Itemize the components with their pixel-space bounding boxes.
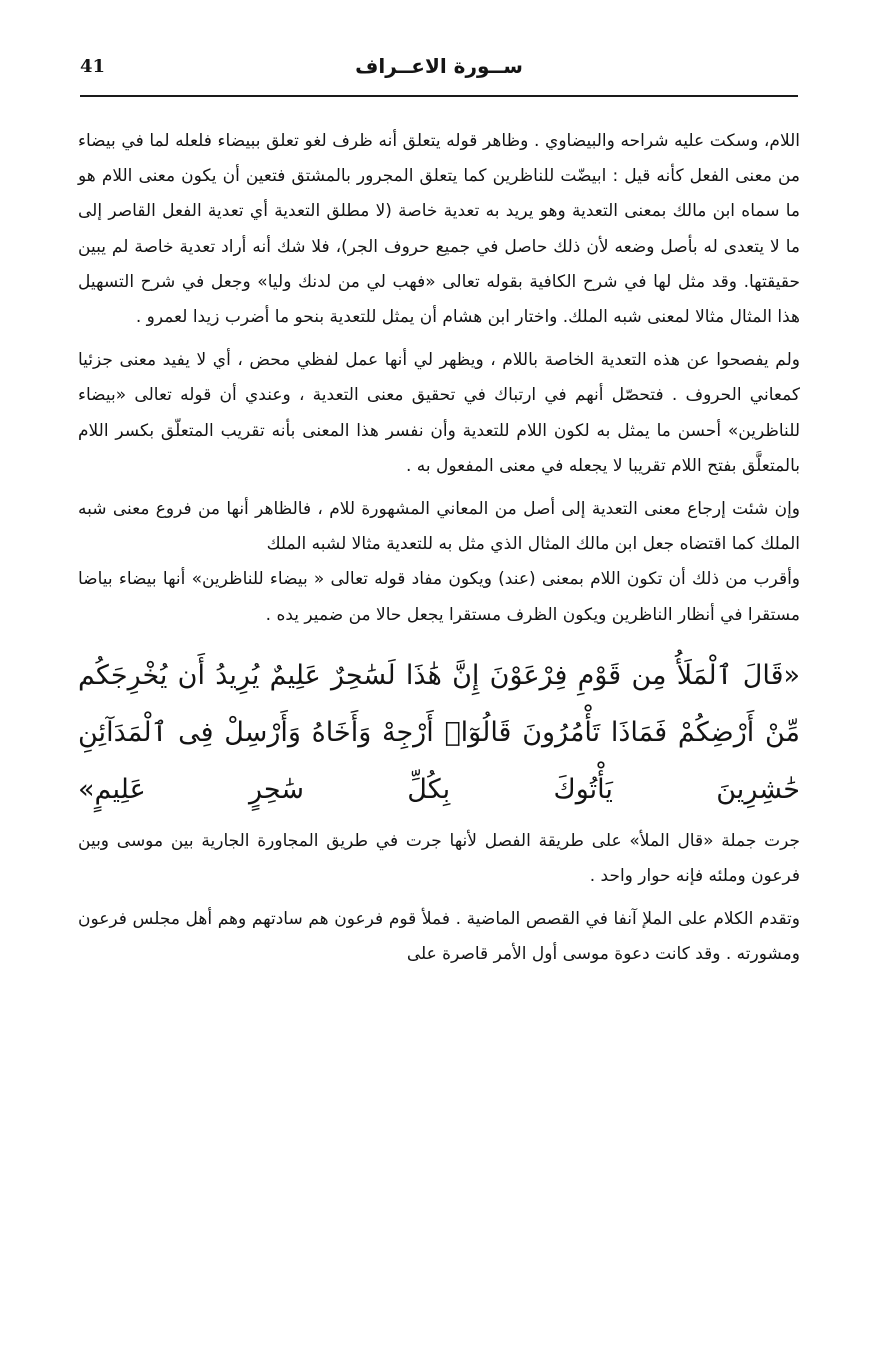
paragraph: وإن شئت إرجاع معنى التعدية إلى أصل من المعاني المشهورة للام ، فالظاهر أنها من فروع معنى شبه الملك كما اقتضاه جعل ابن مالك المثال الذي مثل به للتعدية مثالا لشبه الملك bbox=[78, 499, 800, 555]
page-number: 41 bbox=[80, 56, 106, 77]
paragraph: اللام، وسكت عليه شراحه والبيضاوي . وظاهر قوله يتعلق أنه ظرف لغو تعلق ببيضاء فلعله لما في بيضاء من معنى الفعل كأنه قيل : ابيضّت للناظرين كما يتعلق المجرور بالمشتق فتعين أن يكون معنى اللام هو ما سماه ابن مالك بمعنى التعدية وهو يريد به تعدية خاصة (لا مطلق التعدية أي تعدية الفعل القاصر إلى ما لا يتعدى له بأصل وضعه لأن ذلك حاصل في جميع حروف الجر)، فلا شك أنه أراد تعدية خاصة لم يبين حقيقتها. وقد مثل لها في شرح الكافية بقوله تعالى «فهب لي من لدنك وليا» وجعل في شرح التسهيل هذا المثال مثالا لمعنى شبه الملك. واختار ابن هشام أن يمثل للتعدية بنحو ما أضرب زيدا لعمرو . bbox=[78, 131, 800, 328]
surah-title: ســورة الاعــراف bbox=[355, 54, 523, 78]
paragraph: ولم يفصحوا عن هذه التعدية الخاصة باللام ، ويظهر لي أنها عمل لفظي محض ، أي لا يفيد معنى جزئيا كمعاني الحروف . فتحصّل أنهم في ارتباك في تحقيق معنى التعدية ، وعندي أن قوله تعالى «بيضاء للناظرين» أحسن ما يمثل به لكون اللام للتعدية وأن نفسر هذا المعنى بأنه تقريب المتعلّق بكسر اللام بالمتعلَّق بفتح اللام تقريبا لا يجعله في معنى المفعول به . bbox=[78, 350, 800, 476]
page-body bbox=[78, 124, 800, 973]
paragraph: جرت جملة «قال الملأ» على طريقة الفصل لأنها جرت في طريق المجاورة الجارية بين موسى وبين فرعون وملئه فإنه حوار واحد . bbox=[78, 830, 800, 887]
header-divider bbox=[80, 95, 798, 97]
quran-verse: «قَالَ ٱلْمَلَأُ مِن قَوْمِ فِرْعَوْنَ إِنَّ هَٰذَا لَسَٰحِرٌ عَلِيمٌ يُرِيدُ أَن يُخْرِجَكُم مِّنْ أَرْضِكُمْ فَمَاذَا تَأْمُرُونَ قَالُوٓا۟ أَرْجِهْ وَأَخَاهُ وَأَرْسِلْ فِى ٱلْمَدَآئِنِ حَٰشِرِينَ يَأْتُوكَ بِكُلِّ سَٰحِرٍ عَلِيمٍ» bbox=[78, 659, 800, 805]
paragraph: وتقدم الكلام على الملإ آنفا في القصص الماضية . فملأ قوم فرعون هم سادتهم وهم أهل مجلس فرعون ومشورته . وقد كانت دعوة موسى أول الأمر قاصرة على bbox=[78, 909, 800, 965]
page-header bbox=[80, 52, 798, 92]
paragraph: وأقرب من ذلك أن تكون اللام بمعنى (عند) ويكون مفاد قوله تعالى « بيضاء للناظرين» أنها بيضاء بياضا مستقرا في أنظار الناظرين ويكون الظرف مستقرا يجعل حالا من ضمير يده . bbox=[78, 569, 800, 625]
